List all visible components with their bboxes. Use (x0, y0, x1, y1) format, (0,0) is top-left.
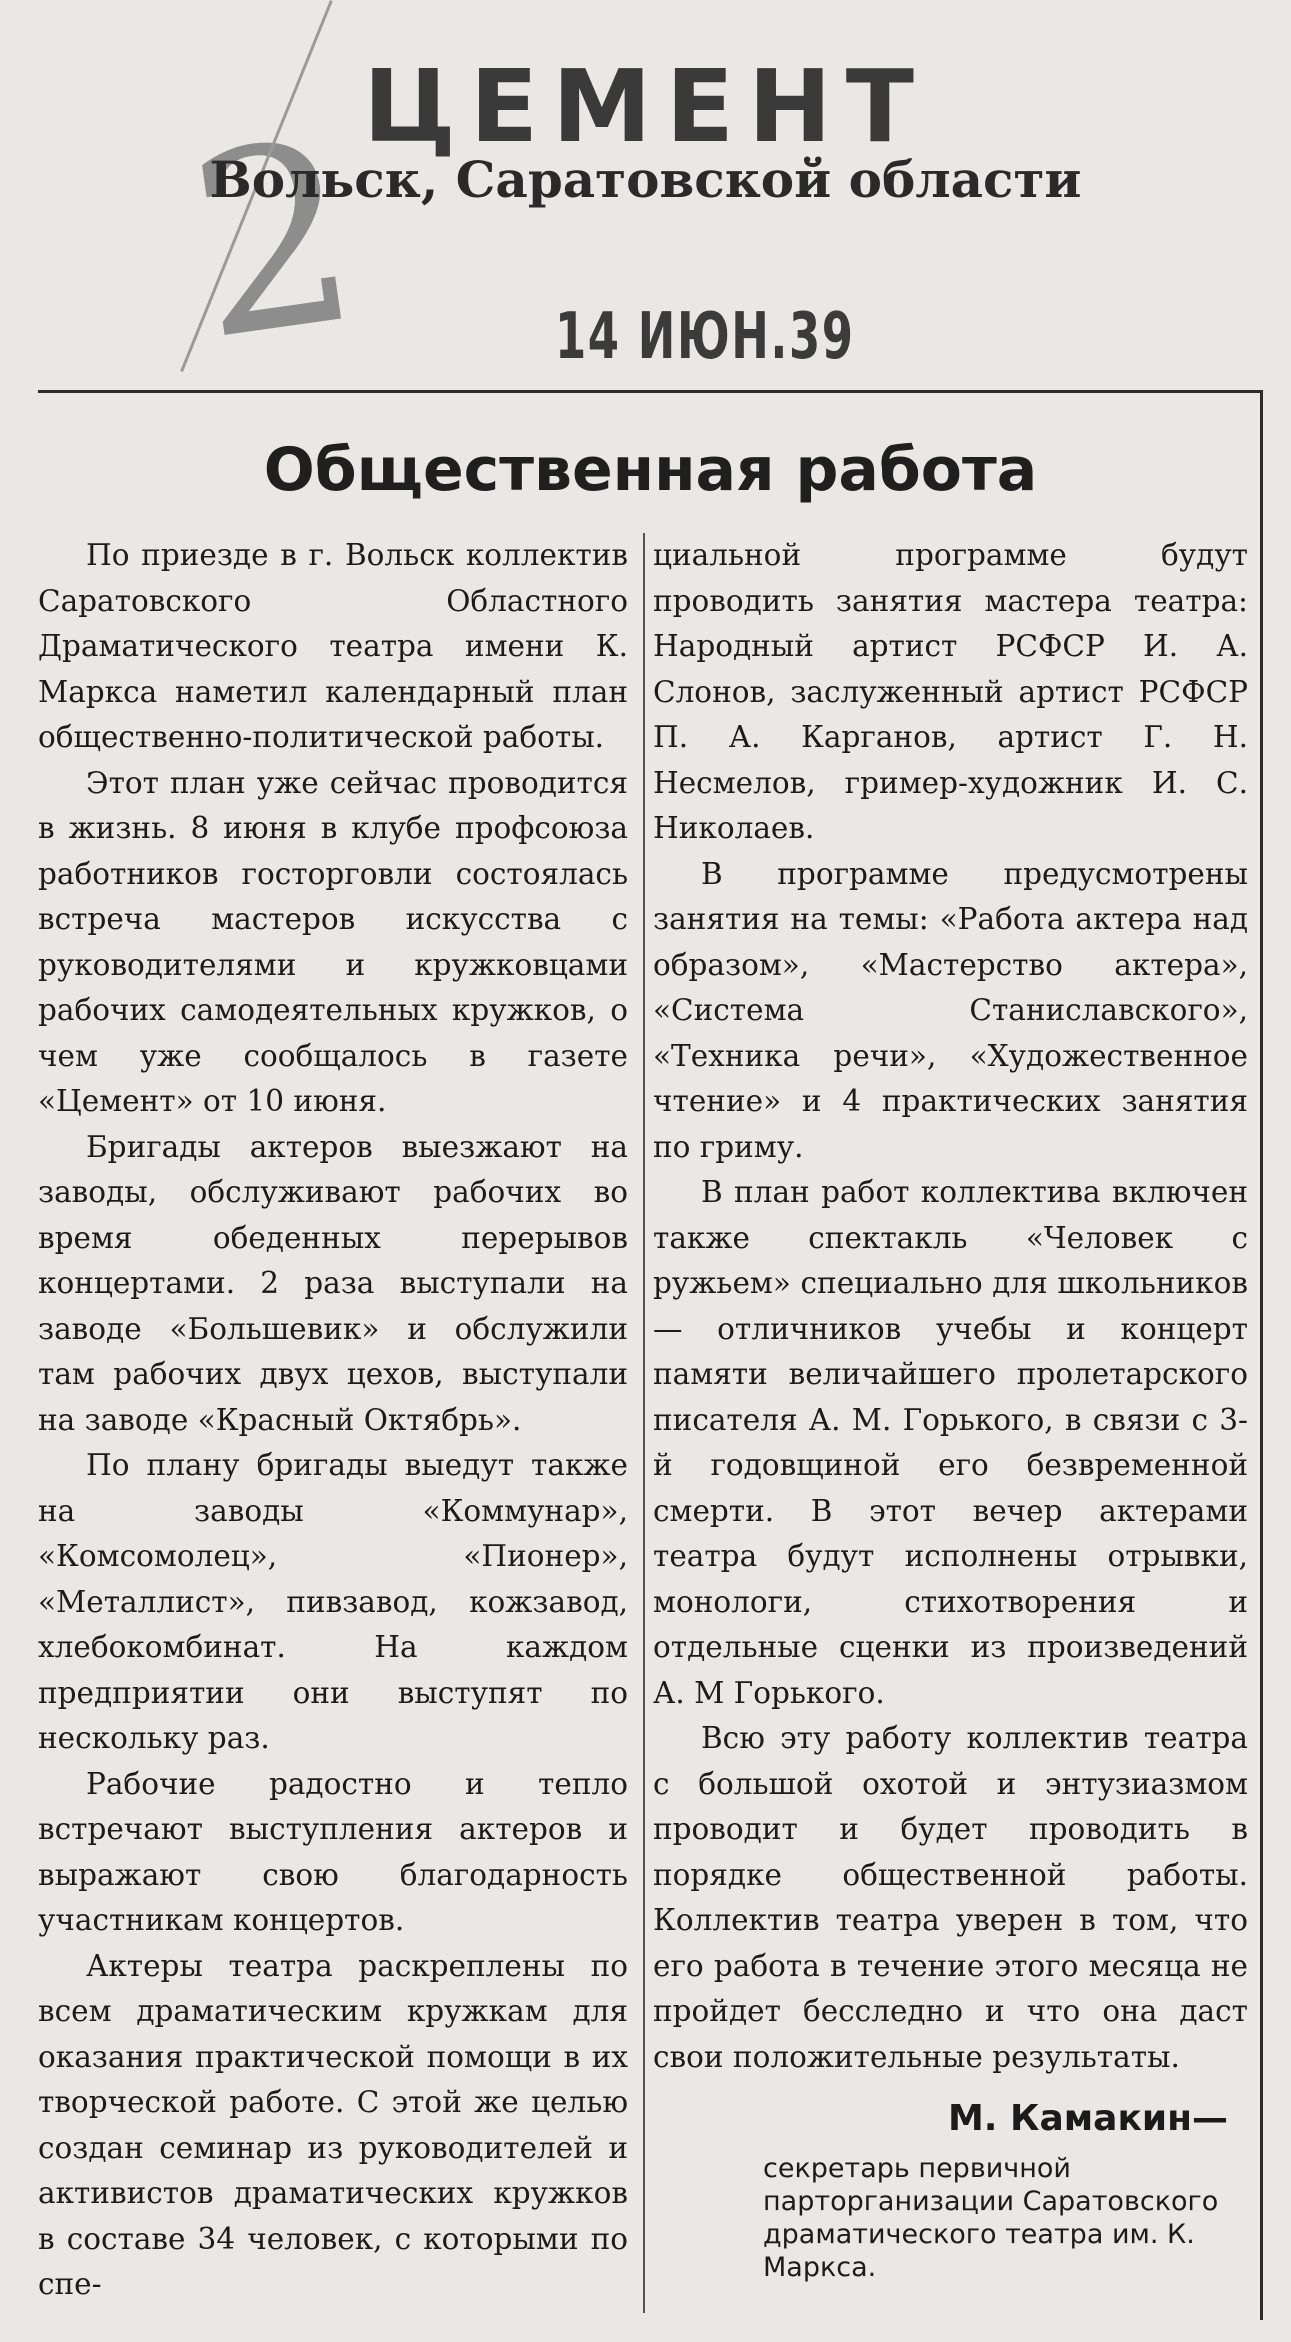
paragraph: Всю эту работу коллектив театра с большой охотой и энтузиазмом проводит и будет проводить в порядке общественной работы. Коллектив театра уверен в том, что его работа в течение этого месяца не пройдет бесследно и что она даст свои положительные результаты. (653, 1721, 1248, 2074)
paragraph: По плану бригады выедут также на заводы «Коммунар», «Комсомолец», «Пионер», «Металлист», пивзавод, кожзавод, хлебокомбинат. На каждом предприятии они выступят по нескольку раз. (38, 1448, 628, 1755)
date-stamp: 14 ИЮН.39 (555, 300, 855, 374)
paragraph: Рабочие радостно и тепло встречают выступления актеров и выражают свою благодарность участникам концертов. (38, 1766, 628, 1937)
paragraph: В план работ коллектива включен также спектакль «Человек с ружьем» специально для школьников — отличников учебы и концерт памяти величайшего пролетарского писателя А. М. Горького, в связи с 3-й годовщиной его безвременной смерти. В этот вечер актерами театра будут исполнены отрывки, монологи, стихотворения и отдельные сценки из произведений А. М Горького. (653, 1175, 1248, 1710)
paragraph-continuation: циальной программе будут проводить занятия мастера театра: Народный артист РСФСР И. А. Слонов, заслуженный артист РСФСР П. А. Карганов, артист Г. Н. Несмелов, гример-художник И. С. Николаев. (653, 538, 1248, 845)
author-signature: М. Камакин— (947, 2098, 1228, 2139)
column-divider (643, 533, 645, 2313)
handwritten-number: 2 (175, 85, 374, 396)
paragraph: По приезде в г. Вольск коллектив Саратовского Областного Драматического театра имени К. Маркса наметил календарный план общественно-политической работы. (38, 538, 628, 754)
paragraph: В программе предусмотрены занятия на темы: «Работа актера над образом», «Мастерство актера», «Система Станиславского», «Техника речи», «Художественное чтение» и 4 практических занятия по гриму. (653, 856, 1248, 1164)
article-column-right (653, 533, 1248, 2284)
newspaper-place: Вольск, Саратовской области (209, 150, 1082, 209)
newspaper-name: ЦЕМЕНТ (363, 48, 928, 165)
article-column-left (38, 533, 636, 2308)
article-headline: Общественная работа (263, 435, 1038, 505)
paragraph: Бригады актеров выезжают на заводы, обслуживают рабочих во время обеденных перерывов концертами. 2 раза выступали на заводе «Большевик» и обслужили там рабочих двух цехов, выступали на заводе «Красный Октябрь». (38, 1129, 628, 1437)
author-title: секретарь первичной парторганизации Саратовского драматического театра им. К. Маркса. (763, 2153, 1219, 2283)
paragraph: Актеры театра раскреплены по всем драматическим кружкам для оказания практической помощи в их творческой работе. С этой же целью создан семинар из руководителей и активистов драматических кружков в составе 34 человек, с которыми по спе- (38, 1948, 628, 2301)
masthead (0, 0, 1291, 396)
paragraph: Этот план уже сейчас проводится в жизнь. 8 июня в клубе профсоюза работников госторговли состоялась встреча мастеров искусства с руководителями и кружковцами рабочих самодеятельных кружков, о чем уже сообщалось в газете «Цемент» от 10 июня. (38, 765, 628, 1118)
article-clipping (38, 390, 1263, 2320)
